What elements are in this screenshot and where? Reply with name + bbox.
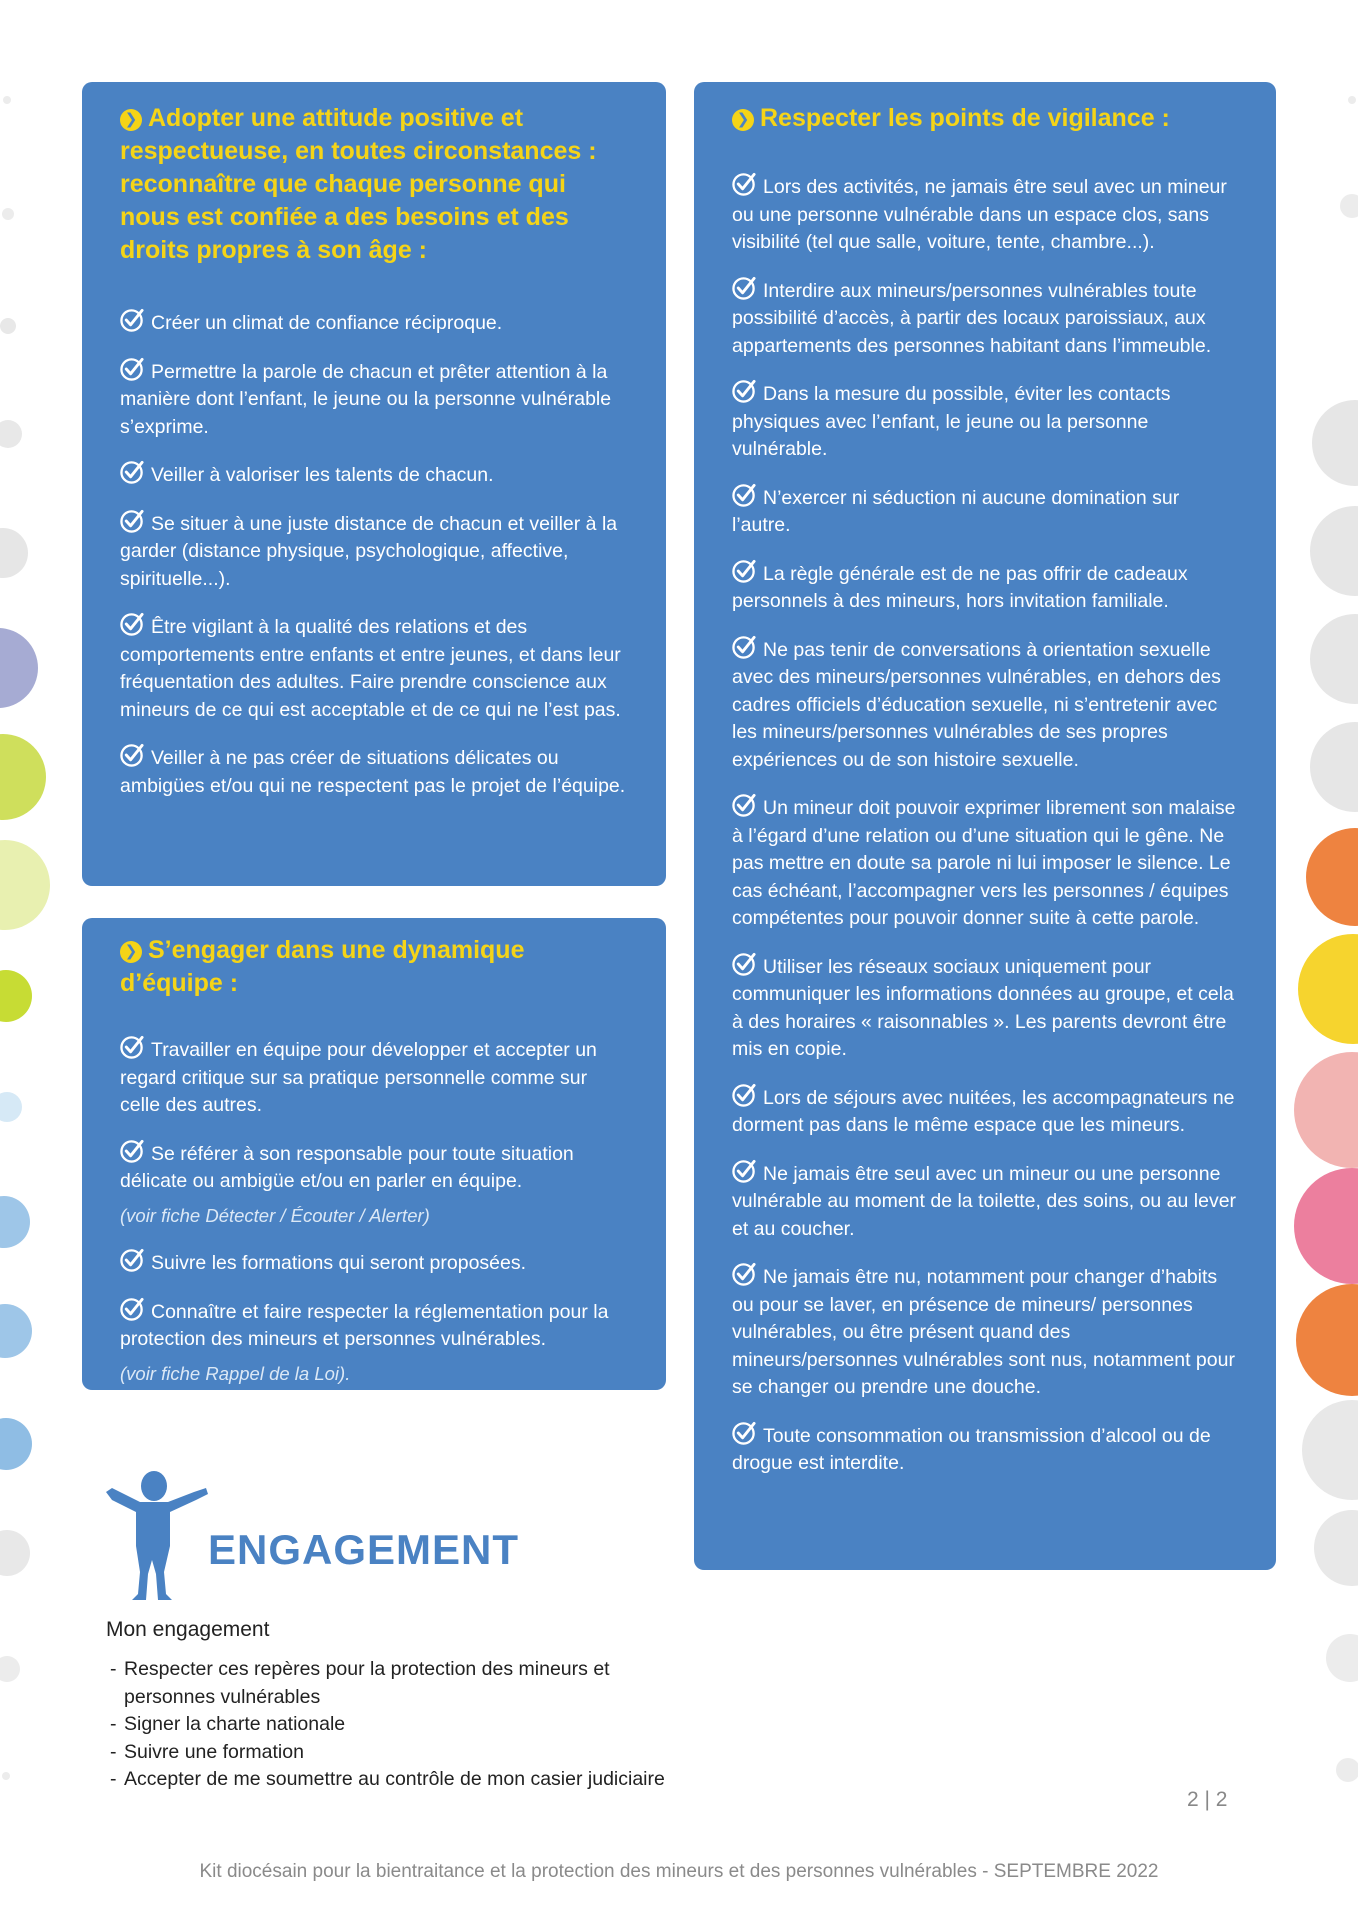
team-box: [82, 918, 666, 1390]
check-circle-icon: [120, 742, 145, 767]
attitude-box-title: [120, 102, 630, 267]
check-circle-icon: [732, 171, 757, 196]
decorative-dot: [1326, 1634, 1358, 1682]
list-item: - Accepter de me soumettre au contrôle de mon casier judiciaire: [110, 1766, 670, 1794]
footer-text: Kit diocésain pour la bientraitance et la protection des mineurs et des personnes vulnérables - SEPTEMBRE 2022: [199, 1861, 1159, 1882]
check-circle-icon: [732, 792, 757, 817]
list-item-text: Être vigilant à la qualité des relations et des comportements entre enfants et entre jeunes, et dans leur fréquentation des adultes. Faire prendre conscience aux mineurs de ce qui est acceptable et de ce qui ne l’est pas.: [120, 616, 621, 721]
list-item-text: Lors des activités, ne jamais être seul avec un mineur ou une personne vulnérable dans un espace clos, sans visibilité (tel que salle, voiture, tente, chambre...).: [732, 176, 1227, 253]
list-item: [732, 634, 1240, 775]
list-item: [732, 378, 1240, 464]
attitude-title-text: Adopter une attitude positive et respectueuse, en toutes circonstances : reconnaître que chaque personne qui nous est confiée a des besoins et des droits propres à son âge :: [120, 104, 597, 264]
list-item: [120, 1138, 630, 1230]
decorative-dot: [0, 1530, 30, 1576]
decorative-dot: [1294, 1052, 1358, 1168]
list-item: [732, 1420, 1240, 1478]
check-circle-icon: [120, 1034, 145, 1059]
list-item: [120, 356, 630, 442]
list-item-text: Veiller à ne pas créer de situations délicates ou ambigües et/ou qui ne respectent pas le projet de l’équipe.: [120, 747, 626, 797]
decorative-dot: [0, 528, 28, 578]
list-item: - Respecter ces repères pour la protection des mineurs et personnes vulnérables: [110, 1656, 670, 1711]
list-item-text: Ne jamais être nu, notamment pour changer d’habits ou pour se laver, en présence de mineurs/ personnes vulnérables, ou être présent quand des mineurs/personnes vulnérables sont nus, notamment pour se changer ou prendre une douche.: [732, 1266, 1235, 1398]
list-item: - Suivre une formation: [110, 1739, 670, 1767]
check-circle-icon: [120, 1247, 145, 1272]
decorative-dot: [0, 1418, 32, 1470]
team-box-title: [120, 934, 630, 1000]
decorative-dot: [0, 318, 16, 334]
list-item-text: Permettre la parole de chacun et prêter attention à la manière dont l’enfant, le jeune ou la personne vulnérable s’exprime.: [120, 360, 612, 438]
decorative-dot: [3, 96, 11, 104]
list-item-text: Veiller à valoriser les talents de chacun.: [151, 464, 494, 486]
list-item: [732, 558, 1240, 616]
child-arms-open-icon: [98, 1468, 210, 1604]
decorative-dot: [1340, 194, 1358, 218]
decorative-dot: [0, 970, 32, 1022]
list-item-text: Suivre les formations qui seront proposées.: [151, 1252, 527, 1274]
decorative-dot: [1348, 96, 1356, 104]
decorative-dot: [1296, 1284, 1358, 1396]
decorative-dot: [0, 840, 50, 930]
list-item-text: Dans la mesure du possible, éviter les contacts physiques avec l’enfant, le jeune ou la personne vulnérable.: [732, 383, 1171, 460]
note-rappel-loi: (voir fiche Rappel de la Loi).: [120, 1362, 351, 1384]
check-circle-icon: [732, 1158, 757, 1183]
check-circle-icon: [732, 1261, 757, 1286]
list-item: [732, 1082, 1240, 1140]
list-item: [732, 792, 1240, 933]
mon-engagement-title: Mon engagement: [106, 1618, 270, 1641]
attitude-box: [82, 82, 666, 886]
list-item-text: Ne pas tenir de conversations à orientation sexuelle avec des mineurs/personnes vulnérables, en dehors des cadres officiels d’éducation sexuelle, ni s’entretenir avec les mineurs/personnes vulnérables de ses propres expériences ou de son histoire sexuelle.: [732, 638, 1221, 771]
list-item: [732, 951, 1240, 1064]
decorative-dot: [1310, 506, 1358, 596]
team-title-text: S’engager dans une dynamique d’équipe :: [120, 936, 525, 997]
list-item: [120, 611, 630, 724]
check-circle-icon: [732, 951, 757, 976]
list-item: [732, 482, 1240, 540]
list-item: [120, 307, 630, 338]
list-item-text: Créer un climat de confiance réciproque.: [151, 312, 503, 334]
check-circle-icon: [732, 378, 757, 403]
check-circle-icon: [732, 482, 757, 507]
list-item-text: Interdire aux mineurs/personnes vulnérables toute possibilité d’accès, à partir des locaux paroissiaux, aux appartements des personnes habitant dans l’immeuble.: [732, 279, 1212, 357]
check-circle-icon: [732, 1082, 757, 1107]
decorative-dot: [1310, 722, 1358, 812]
decorative-dot: [1298, 934, 1358, 1044]
check-circle-icon: [120, 611, 145, 636]
vigilance-title-text: Respecter les points de vigilance :: [760, 104, 1170, 132]
decorative-dot: [1302, 1400, 1358, 1500]
decorative-dot: [1312, 400, 1358, 486]
list-item-text: Un mineur doit pouvoir exprimer librement son malaise à l’égard d’une relation ou d’une situation qui le gêne. Ne pas mettre en doute sa parole ni lui imposer le silence. Le cas échéant, l’accompagner vers les personnes / équipes compétentes pour pouvoir donner suite à cette parole.: [732, 797, 1236, 929]
decorative-dot: [0, 734, 46, 820]
list-item-text: Utiliser les réseaux sociaux uniquement pour communiquer les informations données au groupe, et cela à des horaires « raisonnables ». Les parents devront être mis en copie.: [732, 955, 1234, 1060]
list-item: [732, 275, 1240, 361]
list-item-text: Se situer à une juste distance de chacun et veiller à la garder (distance physique, psychologique, affective, spirituelle...).: [120, 512, 618, 590]
list-item: [732, 171, 1240, 257]
list-item-text: Toute consommation ou transmission d’alcool ou de drogue est interdite.: [732, 1424, 1211, 1474]
list-item-text: Se référer à son responsable pour toute situation délicate ou ambigüe et/ou en parler en équipe.: [120, 1142, 574, 1192]
check-circle-icon: [120, 1138, 145, 1163]
decorative-dot: [0, 1656, 20, 1682]
decorative-dot: [2, 208, 14, 220]
check-circle-icon: [732, 558, 757, 583]
list-item: [120, 508, 630, 594]
check-circle-icon: [120, 307, 145, 332]
decorative-dot: [1294, 1168, 1358, 1284]
list-item-text: Travailler en équipe pour développer et accepter un regard critique sur sa pratique personnelle comme sur celle des autres.: [120, 1039, 597, 1116]
engagement-title: ENGAGEMENT: [208, 1526, 520, 1573]
decorative-dot: [1306, 828, 1358, 926]
list-item-text: N’exercer ni séduction ni aucune domination sur l’autre.: [732, 486, 1180, 536]
engagement-list: [110, 1656, 670, 1794]
decorative-dot: [0, 1304, 32, 1358]
list-item-text: Ne jamais être seul avec un mineur ou une personne vulnérable au moment de la toilette, des soins, ou au lever et au coucher.: [732, 1162, 1237, 1240]
list-item-text: Lors de séjours avec nuitées, les accompagnateurs ne dorment pas dans le même espace que les mineurs.: [732, 1086, 1235, 1136]
list-item: [732, 1158, 1240, 1244]
chevron-right-circle-icon: ❯: [120, 941, 142, 963]
list-item: [120, 742, 630, 800]
page-number: 2 | 2: [1187, 1788, 1228, 1811]
list-item: - Signer la charte nationale: [110, 1711, 670, 1739]
decorative-dot: [1336, 1758, 1358, 1782]
decorative-dot: [0, 1196, 30, 1248]
decorative-dot: [2, 1772, 10, 1780]
check-circle-icon: [732, 275, 757, 300]
list-item: [732, 1261, 1240, 1402]
check-circle-icon: [732, 634, 757, 659]
decorative-dot: [0, 1092, 22, 1122]
decorative-dot: [1310, 614, 1358, 704]
check-circle-icon: [732, 1420, 757, 1445]
check-circle-icon: [120, 1296, 145, 1321]
list-item: [120, 1247, 630, 1278]
chevron-right-circle-icon: ❯: [732, 109, 754, 131]
list-item: [120, 1034, 630, 1120]
decorative-dot: [0, 628, 38, 708]
decorative-dot: [1314, 1510, 1358, 1586]
list-item: [120, 1296, 630, 1388]
chevron-right-circle-icon: ❯: [120, 109, 142, 131]
list-item-text: Connaître et faire respecter la réglementation pour la protection des mineurs et personnes vulnérables.: [120, 1300, 609, 1350]
note-detecter: (voir fiche Détecter / Écouter / Alerter): [120, 1204, 430, 1226]
check-circle-icon: [120, 508, 145, 533]
vigilance-box: [694, 82, 1276, 1570]
check-circle-icon: [120, 356, 145, 381]
list-item: [120, 459, 630, 490]
list-item-text: La règle générale est de ne pas offrir de cadeaux personnels à des mineurs, hors invitation familiale.: [732, 562, 1188, 612]
decorative-dot: [0, 420, 22, 448]
check-circle-icon: [120, 459, 145, 484]
vigilance-box-title: [732, 102, 1240, 135]
